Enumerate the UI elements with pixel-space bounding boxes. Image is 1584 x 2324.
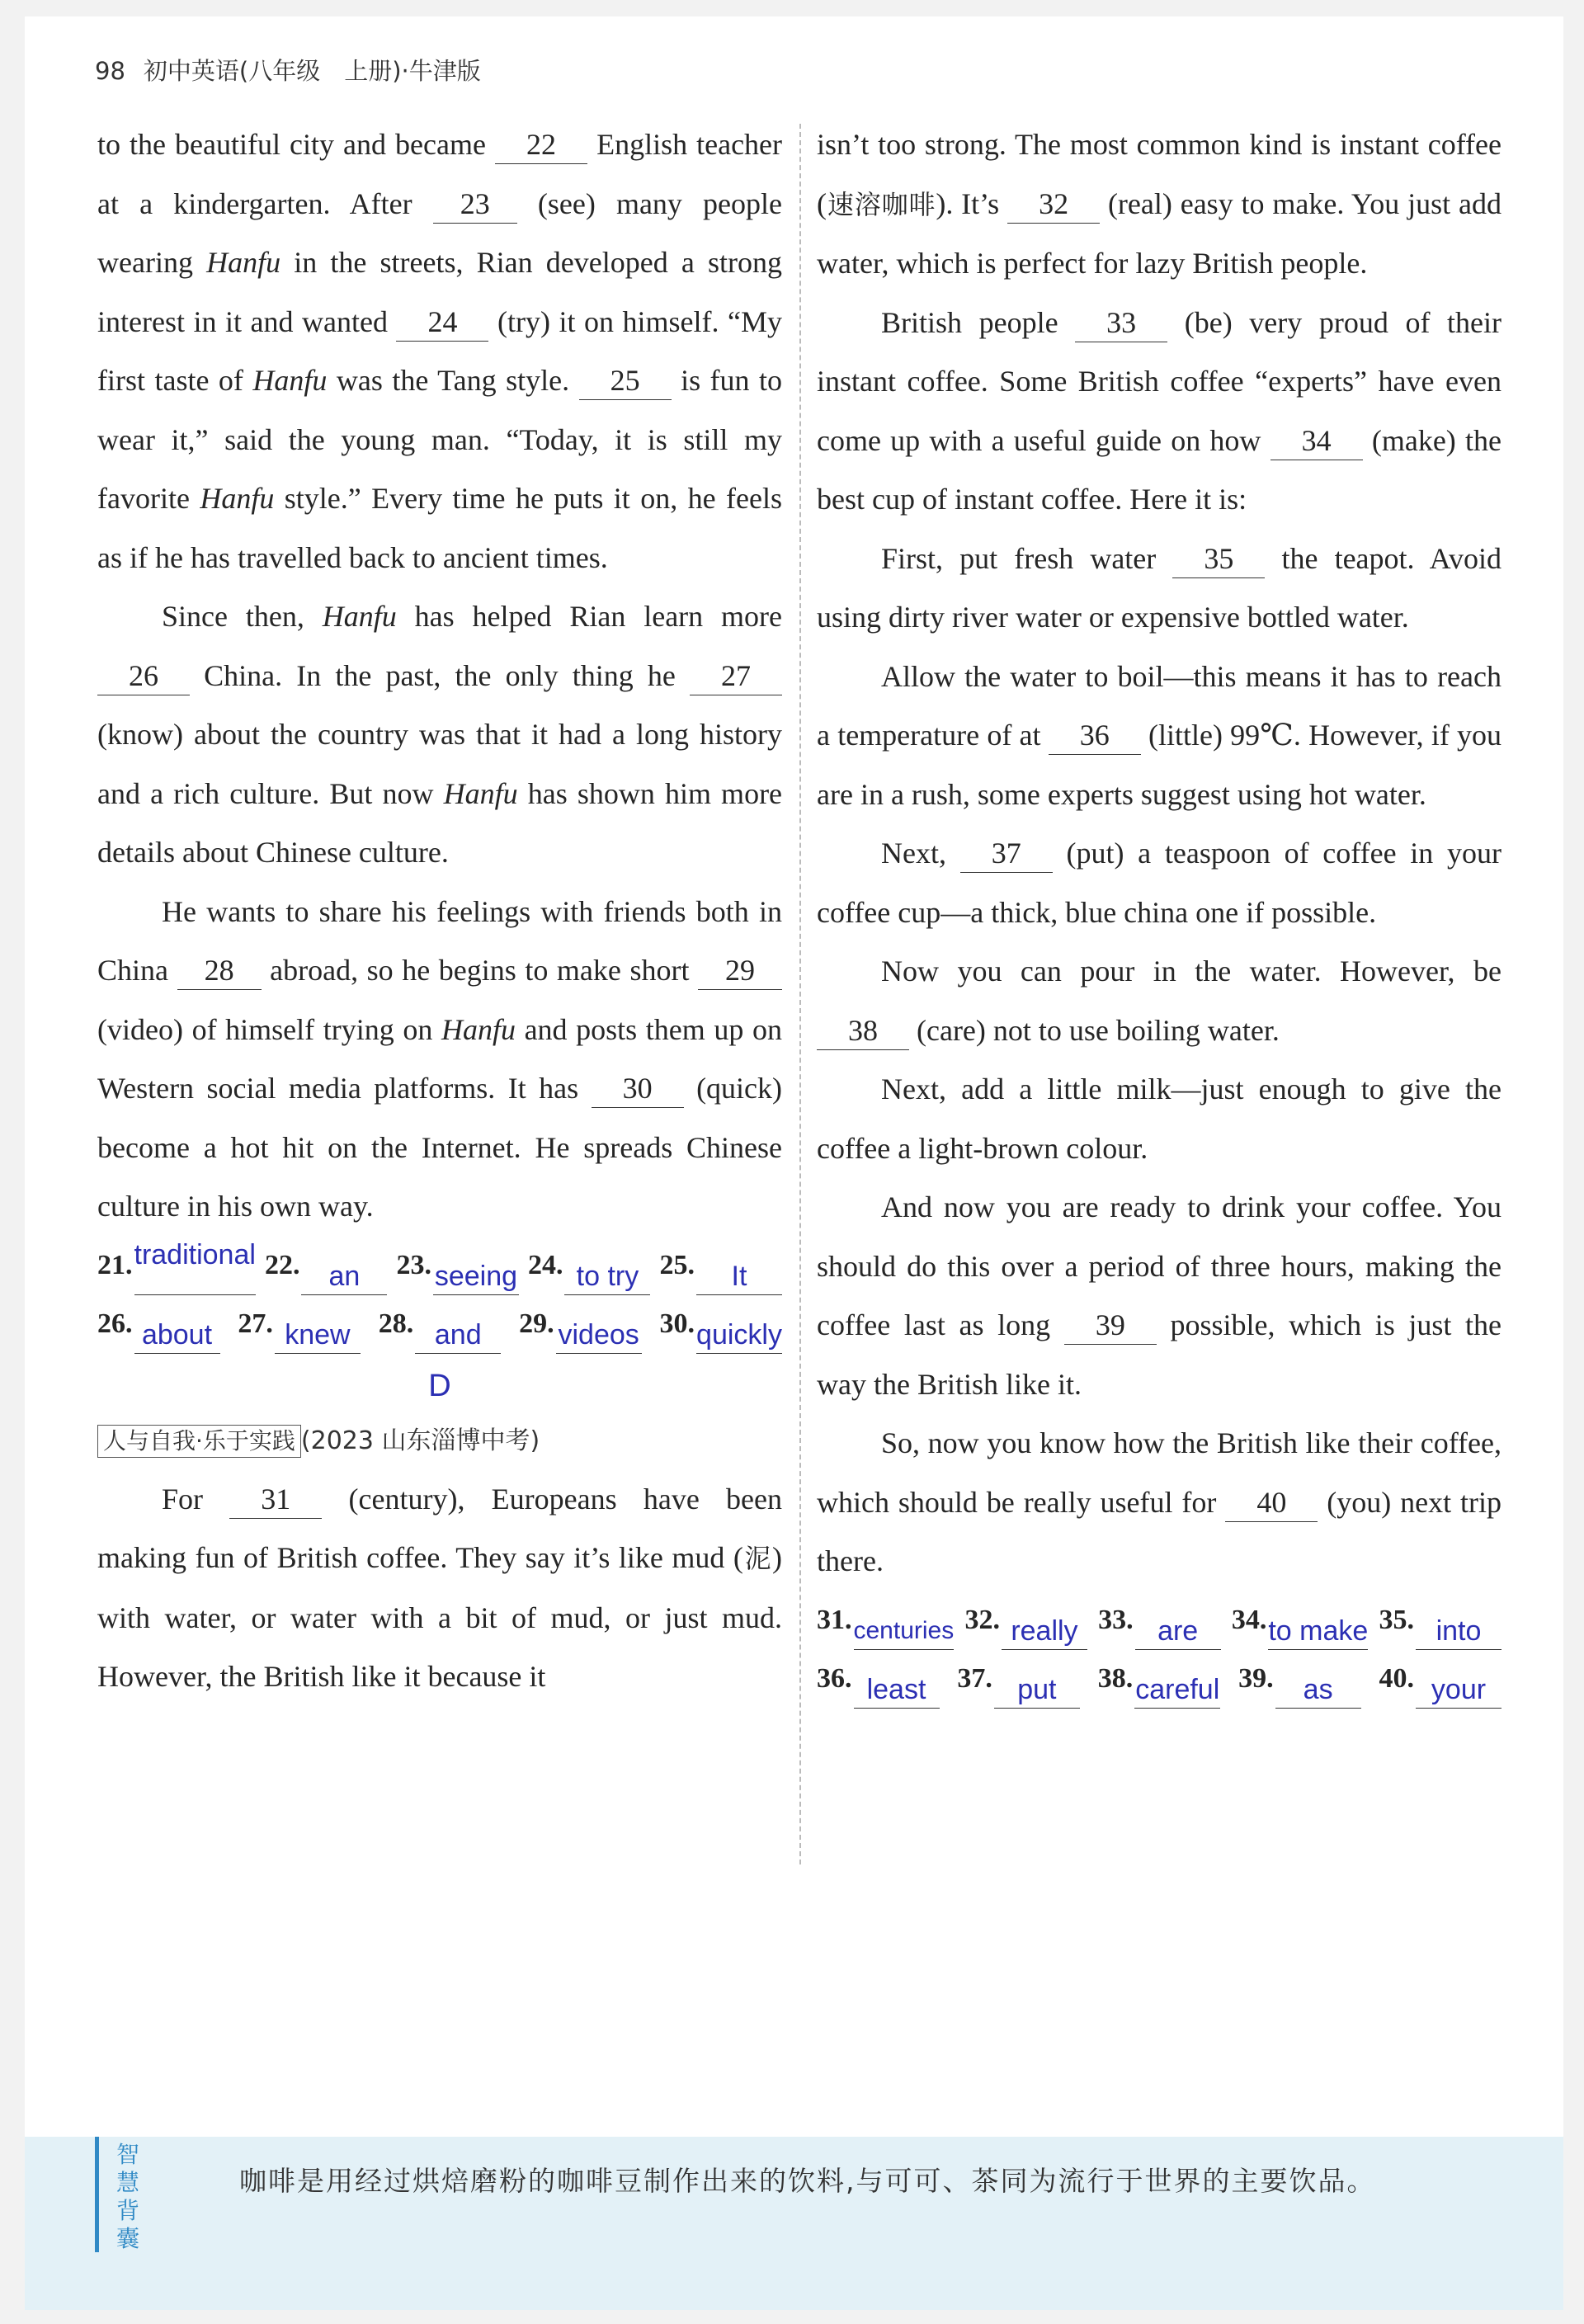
answer-field[interactable]: [134, 1238, 256, 1295]
answer-22: [265, 1236, 388, 1295]
answer-29: [519, 1294, 642, 1354]
text: (little) 99℃. However, if you are in a rush, some experts suggest using hot water.: [817, 719, 1502, 811]
text: ) with water, or water with a bit of mud, or just mud. However, the British like it because it: [97, 1541, 782, 1693]
answer-value[interactable]: to try: [564, 1258, 650, 1295]
text: (know) about the country was that it had a long history and a rich culture. But now: [97, 718, 782, 810]
text: (care) not to use boiling water.: [917, 1013, 1280, 1047]
text: Now you can pour in the water. However, be: [881, 955, 1502, 988]
answer-34: [1232, 1591, 1368, 1650]
blank-26[interactable]: 26: [97, 657, 190, 695]
text: So, now you know how the British like their coffee, which should be really useful for: [817, 1426, 1502, 1519]
passage-c-paragraph-1: [97, 115, 782, 587]
answer-36: [817, 1649, 940, 1709]
text: For: [162, 1482, 204, 1516]
answer-28: [379, 1294, 502, 1354]
answer-number: 27.: [238, 1308, 273, 1339]
page-number: 98: [95, 57, 125, 85]
answer-value[interactable]: It: [696, 1258, 782, 1295]
right-column: [817, 115, 1502, 1709]
answer-37: [957, 1649, 1080, 1709]
blank-25[interactable]: 25: [579, 361, 672, 400]
answer-value: traditional: [134, 1238, 256, 1270]
text: abroad, so he begins to make short: [270, 954, 690, 987]
answer-row: [97, 1295, 782, 1354]
blank-28[interactable]: 28: [177, 951, 262, 990]
passage-d-paragraph-8: [817, 1178, 1502, 1414]
tip-label: 智慧背囊: [116, 2141, 139, 2252]
italic-word: Hanfu: [252, 364, 328, 397]
answer-number: 34.: [1231, 1605, 1267, 1635]
answer-value[interactable]: as: [1275, 1671, 1361, 1709]
passage-c-paragraph-2: [97, 587, 782, 883]
answer-24: [528, 1236, 651, 1295]
answer-block-31-40: [817, 1591, 1502, 1709]
page-header: [95, 53, 481, 87]
text: Next,: [881, 837, 946, 870]
answer-row: [97, 1237, 782, 1295]
text: was the Tang style.: [336, 364, 570, 397]
text: (quick) become a hot hit on the Internet. He spreads Chinese culture in his own way.: [97, 1072, 783, 1223]
answer-number: 36.: [817, 1663, 852, 1694]
text: to the beautiful city and became: [97, 128, 486, 161]
answer-number: 31.: [817, 1605, 852, 1635]
passage-d-paragraph-9: [817, 1414, 1502, 1591]
blank-38[interactable]: 38: [817, 1011, 909, 1050]
blank-23[interactable]: 23: [433, 185, 517, 224]
answer-38: [1098, 1649, 1221, 1709]
text: (put) a teaspoon of coffee in your coffee cup—a thick, blue china one if possible.: [817, 837, 1502, 929]
blank-24[interactable]: 24: [396, 303, 488, 342]
answer-row: [817, 1650, 1502, 1709]
answer-number: 21.: [97, 1250, 133, 1280]
blank-33[interactable]: 33: [1075, 304, 1167, 342]
section-letter: D: [428, 1368, 451, 1403]
blank-39[interactable]: 39: [1064, 1306, 1157, 1345]
blank-35[interactable]: 35: [1172, 540, 1265, 578]
question-source: (2023 山东淄博中考): [300, 1426, 540, 1455]
text: in the streets, Rian developed a strong interest in it and wanted: [97, 246, 783, 338]
answer-value[interactable]: seeing: [433, 1258, 519, 1295]
blank-34[interactable]: 34: [1270, 422, 1363, 460]
answer-35: [1379, 1591, 1502, 1650]
answer-value[interactable]: knew: [275, 1317, 361, 1354]
text: and posts them up on Western social media platforms. It has: [97, 1012, 782, 1105]
answer-number: 37.: [957, 1663, 992, 1694]
answer-23: [396, 1236, 519, 1295]
text: Next, add a little milk—just enough to give the coffee a light-brown colour.: [817, 1072, 1502, 1165]
answer-25: [659, 1236, 782, 1295]
text: Allow the water to boil—this means it has to reach a temperature of at: [817, 659, 1502, 752]
text: (see) many people wearing: [97, 186, 783, 279]
blank-40[interactable]: 40: [1225, 1483, 1318, 1522]
text: British people: [881, 305, 1058, 339]
italic-word: Hanfu: [443, 776, 518, 810]
answer-number: 26.: [97, 1308, 133, 1339]
text: is fun to wear it,” said the young man. “Today, it is still my favorite: [97, 364, 783, 515]
answer-value[interactable]: least: [854, 1671, 940, 1709]
blank-32[interactable]: 32: [1007, 185, 1100, 224]
text: (video) of himself trying on: [97, 1012, 433, 1046]
answer-number: 30.: [659, 1308, 695, 1339]
text: English teacher at a kindergarten. After: [97, 128, 783, 220]
chinese-gloss: 泥: [742, 1543, 772, 1574]
topic-line: [97, 1412, 782, 1470]
answer-number: 29.: [519, 1308, 554, 1339]
answer-value[interactable]: centuries: [854, 1613, 955, 1650]
italic-word: Hanfu: [206, 246, 281, 279]
answer-value[interactable]: videos: [556, 1317, 642, 1354]
text: (century), Europeans have been making fun of British coffee. They say it’s like mud (: [97, 1482, 783, 1574]
answer-value[interactable]: quickly: [696, 1317, 782, 1354]
passage-d-paragraph-6: [817, 942, 1502, 1060]
answer-block-21-30: [97, 1237, 782, 1354]
passage-d-paragraph-1: [97, 1470, 782, 1707]
passage-d-paragraph-7: [817, 1060, 1502, 1178]
answer-39: [1238, 1649, 1361, 1709]
answer-number: 28.: [378, 1308, 414, 1339]
blank-36[interactable]: 36: [1049, 716, 1141, 755]
passage-d-paragraph-5: [817, 824, 1502, 942]
left-column: [97, 115, 782, 1707]
book-title: 初中英语(八年级 上册)·牛津版: [143, 57, 481, 85]
text: China. In the past, the only thing he: [204, 658, 676, 692]
answer-number: 25.: [659, 1250, 695, 1280]
blank-30[interactable]: 30: [592, 1069, 684, 1108]
topic-tag: 人与自我·乐于实践: [97, 1425, 301, 1458]
column-divider: [799, 124, 801, 1864]
answer-value[interactable]: careful: [1134, 1671, 1220, 1709]
text: He wants to share his feelings with friends both in China: [97, 894, 782, 987]
blank-29[interactable]: 29: [698, 951, 782, 990]
answer-value[interactable]: to make: [1268, 1613, 1368, 1650]
footer-accent-bar: [95, 2137, 99, 2252]
answer-number: 24.: [527, 1250, 563, 1280]
text: (you) next trip there.: [817, 1485, 1502, 1577]
passage-c-paragraph-3: [97, 883, 782, 1237]
italic-word: Hanfu: [322, 600, 397, 633]
answer-value[interactable]: are: [1135, 1613, 1221, 1650]
answer-32: [964, 1591, 1087, 1650]
blank-31[interactable]: 31: [229, 1480, 322, 1519]
answer-30: [660, 1294, 783, 1354]
blank-37[interactable]: 37: [960, 834, 1053, 873]
blank-27[interactable]: 27: [690, 657, 782, 695]
passage-d-paragraph-1-cont: [817, 115, 1502, 294]
answer-number: 35.: [1379, 1605, 1414, 1635]
answer-33: [1098, 1591, 1221, 1650]
text: style.” Every time he puts it on, he feels as if he has travelled back to ancient times.: [97, 482, 782, 574]
text: Since then,: [162, 600, 304, 633]
answer-40: [1379, 1649, 1502, 1709]
blank-22[interactable]: 22: [495, 125, 587, 164]
text: (be) very proud of their instant coffee. Some British coffee “experts” have even come up with a useful guide on how: [817, 305, 1502, 457]
answer-21: [97, 1236, 256, 1295]
passage-d-paragraph-2: [817, 294, 1502, 530]
answer-number: 33.: [1098, 1605, 1134, 1635]
tip-text: 咖啡是用经过烘焙磨粉的咖啡豆制作出来的饮料,与可可、茶同为流行于世界的主要饮品。: [239, 2165, 1376, 2197]
italic-word: Hanfu: [441, 1012, 516, 1046]
answer-value[interactable]: put: [994, 1671, 1080, 1709]
answer-number: 32.: [964, 1605, 1000, 1635]
answer-value[interactable]: your: [1416, 1671, 1502, 1709]
text: has helped Rian learn more: [414, 600, 783, 633]
answer-value[interactable]: about: [134, 1317, 220, 1354]
answer-number: 39.: [1238, 1663, 1274, 1694]
chinese-gloss: 速溶咖啡: [827, 188, 936, 220]
answer-value[interactable]: and: [415, 1317, 501, 1354]
answer-value[interactable]: an: [301, 1258, 387, 1295]
tip-footer: [25, 2137, 1563, 2310]
answer-27: [238, 1294, 361, 1354]
text: has shown him more details about Chinese culture.: [97, 776, 783, 869]
passage-d-paragraph-4: [817, 648, 1502, 825]
passage-d-paragraph-3: [817, 530, 1502, 648]
text: (try) it on himself. “My first taste of: [97, 304, 782, 397]
answer-row: [817, 1591, 1502, 1650]
answer-31: [817, 1591, 954, 1650]
answer-number: 23.: [396, 1250, 431, 1280]
text: First, put fresh water: [881, 541, 1157, 575]
answer-number: 22.: [264, 1250, 300, 1280]
answer-value[interactable]: really: [1002, 1613, 1087, 1650]
italic-word: Hanfu: [200, 482, 275, 515]
text: ). It’s: [936, 186, 1000, 220]
text: (real) easy to make. You just add water, which is perfect for lazy British people.: [817, 186, 1502, 280]
text: possible, which is just the way the British like it.: [817, 1308, 1502, 1401]
answer-number: 40.: [1379, 1663, 1414, 1694]
text: isn’t too strong. The most common kind is instant coffee (: [817, 128, 1502, 220]
text: (make) the best cup of instant coffee. Here it is:: [817, 423, 1502, 516]
text: the teapot. Avoid using dirty river water or expensive bottled water.: [817, 541, 1502, 634]
text: And now you are ready to drink your coffee. You should do this over a period of three hours, making the coffee last as long: [817, 1190, 1502, 1341]
answer-value[interactable]: into: [1416, 1613, 1502, 1650]
answer-26: [97, 1294, 220, 1354]
answer-number: 38.: [1097, 1663, 1134, 1694]
